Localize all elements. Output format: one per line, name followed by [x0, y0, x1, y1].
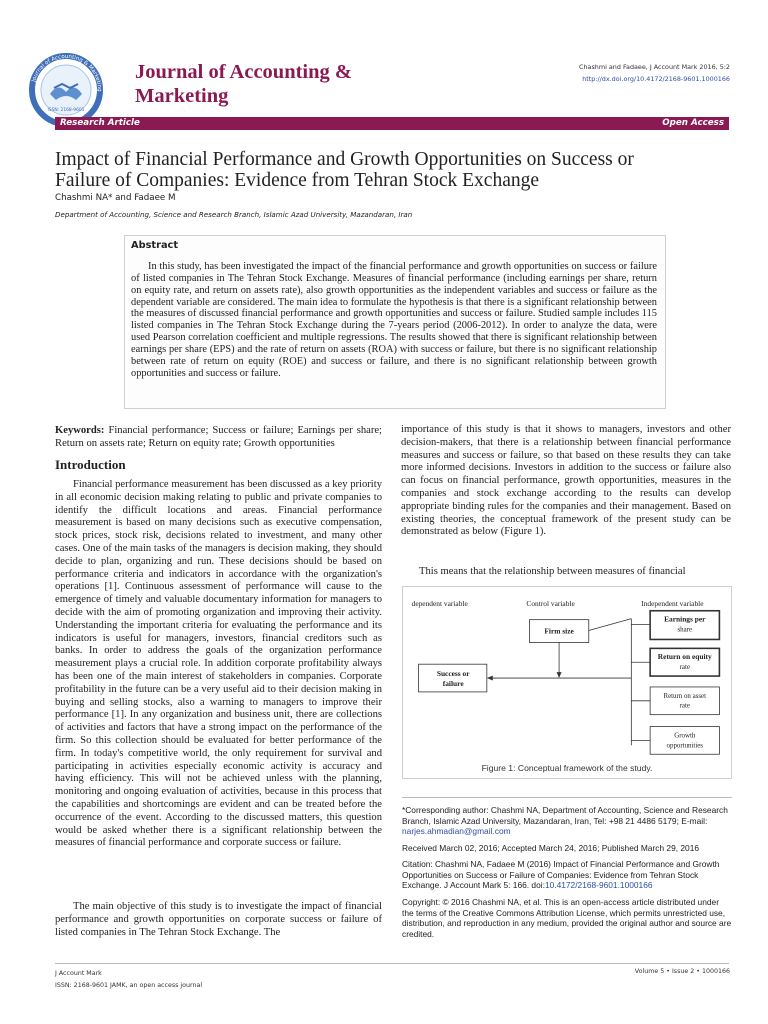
figure-1-caption: Figure 1: Conceptual framework of the study. [481, 763, 653, 773]
citation-note: Citation: Chashmi NA, Fadaee M (2016) Impact of Financial Performance and Growth Opportunities on Success or Failure of Companies: Evidence from Tehran Stock Exchange. J Account Mark 5: 166. doi:10.4172/2168-9601.1000166 [402, 859, 720, 891]
svg-text:Journal of Accounting & Market: Journal of Accounting & Marketing [31, 53, 103, 92]
svg-text:Earnings per: Earnings per [664, 614, 706, 624]
intro-paragraph-4: This means that the relationship between measures of financial [419, 566, 686, 577]
corresponding-author: *Corresponding author: Chashmi NA, Department of Accounting, Science and Research Branch, Islamic Azad University, Mazandaran, Iran, Tel: +98 21 4486 5179; E-mail: narjes.ahmadian@gmail.com [402, 805, 728, 837]
label-independent-variable: Independent variable [641, 598, 704, 608]
header-citation: Chashmi and Fadaee, J Account Mark 2016, 5:2 http://dx.doi.org/10.4172/2168-9601.1000166 [579, 63, 730, 83]
article-type-label: Research Article [60, 118, 140, 128]
svg-text:rate: rate [679, 702, 690, 710]
citation-doi-link[interactable]: 10.4172/2168-9601.1000166 [544, 880, 653, 891]
paper-title: Impact of Financial Performance and Growth Opportunities on Success or Failure of Companies: Evidence from Tehran Stock Exchange [55, 149, 634, 191]
box-return-on-asset [650, 687, 719, 715]
journal-title: Journal of Accounting & Marketing [135, 61, 352, 107]
open-access-label: Open Access [662, 118, 724, 128]
author-email-link[interactable]: narjes.ahmadian@gmail.com [402, 826, 511, 837]
svg-text:share: share [677, 626, 693, 634]
article-dates: Received March 02, 2016; Accepted March 24, 2016; Published March 29, 2016 [402, 843, 700, 853]
box-growth-opportunities [650, 727, 719, 755]
svg-text:Growth: Growth [674, 732, 696, 740]
svg-text:ISSN: 2168-9601: ISSN: 2168-9601 [47, 108, 85, 113]
svg-text:failure: failure [442, 678, 464, 688]
intro-paragraph-1: Financial performance measurement has been discussed as a key priority in all economic decision making relating to public and private companies to identify the difficult locations and areas. Financial performance measurement is based on many decisions such as executive compensation, stock prices, stock risk, decisions related to investment, and many other cases. One of the main tasks of the managers is decision making, they should decide to plan, organizing and run. These decisions should be based on performance criteria and indicators in accordance with the organization's operations [1]. Continuous assessment of performance will cause to the emergence of timely and valuable documentary information for managers to decide with the aim of promoting organization and improving their activity. Understanding the important criteria for evaluating the performance and its indicators is useful for managers, investors, financial creditors such as banks. In order to address the goals of the organization performance measurement plays a crucial role. In addition corporate profitability always has been one of the main interest of stakeholders in companies. Corporate profitability in the future can be a very useful aid to their decision making in buying and selling stocks, also a warning to managers to improve their performance [1]. In any organization and business unit, there are collections of activities and factors that have a strong impact on the performance of the firm. So this collection should be evaluated for better performance of the firm. In today's competitive world, the only requirement for survival and participating in activities especially economic activity is accuracy and having efficiency. This will not be achieved unless with the planning, monitoring and ongoing evaluation of activities, because in this process that the capabilities and shortcomings are evident and can be treated before the occurrence of the event. According to the discussed matters, this question would be asked whether there is a significant relationship between the measures of financial performance and corporate success or failure. [55, 479, 382, 849]
abstract-text: In this study, has been investigated the impact of the financial performance and growth opportunities on success or failure of listed companies in The Tehran Stock Exchange. Measures of financial performance (including earnings per share, return on equity rate, and return on assets rate), also growth opportunities as the independent variables and success or failure as the dependent variable are considered. The main idea to formulate the hypothesis is that there is a significant relationship between the measures of discussed financial performance and growth opportunities and success or failure. Studied sample includes 115 listed companies in The Tehran Stock Exchange during the 7-years period (2006-2012). In order to analyze the data, were used Pearson correlation coefficient and multiple regressions. The results showed that there is significant relationship between earnings per share (EPS) and the rate of return on assets (ROA) with success or failure, but there is no significant relationship between rate of return on equity (ROE) and success or failure, and there is no significant relationship between growth opportunities and success or failure. [131, 261, 657, 379]
keywords: Keywords: Financial performance; Success or failure; Earnings per share; Return on assets rate; Return on equity rate; Growth opportunities [55, 425, 382, 449]
svg-text:Return on asset: Return on asset [663, 692, 707, 700]
intro-paragraph-2: The main objective of this study is to investigate the impact of financial performance and growth opportunities on corporate success or failure of listed companies in The Tehran Stock Exchange. The [55, 901, 382, 938]
footer-volume: Volume 5 • Issue 2 • 1000166 [634, 968, 730, 975]
article-type-bar [55, 117, 729, 130]
figure-1-diagram [402, 586, 732, 779]
footer-divider [55, 963, 729, 964]
label-dependent-variable: dependent variable [411, 598, 468, 608]
svg-text:Success or: Success or [436, 669, 470, 679]
svg-text:Return on equity: Return on equity [657, 652, 712, 662]
footnote-divider [402, 797, 732, 798]
svg-text:opportunities: opportunities [666, 742, 703, 750]
label-control-variable: Control variable [526, 598, 575, 608]
introduction-heading: Introduction [55, 457, 126, 472]
svg-text:rate: rate [679, 664, 690, 672]
affiliation: Department of Accounting, Science and Research Branch, Islamic Azad University, Mazandaran, Iran [55, 210, 413, 219]
footer-journal: J Account Mark ISSN: 2168-9601 JAMK, an open access journal [55, 970, 203, 989]
authors: Chashmi NA* and Fadaee M [55, 193, 176, 203]
header-doi-link[interactable]: http://dx.doi.org/10.4172/2168-9601.1000166 [582, 75, 730, 83]
abstract-heading: Abstract [131, 240, 179, 251]
svg-text:Firm size: Firm size [544, 626, 574, 636]
intro-paragraph-3: importance of this study is that it shows to managers, investors and other decision-makers, that there is a relationship between financial performance measures and success or failure, so that based on these results they can take more informed decisions. Investors in addition to the success or failure also can focus on financial performance, growth opportunities, measures in the companies and stock exchange according to the results can develop appropriate binding rules for the companies and their management. Based on existing theories, the conceptual framework of the present study can be demonstrated as below (Figure 1). [401, 424, 731, 538]
copyright-note: Copyright: © 2016 Chashmi NA, et al. This is an open-access article distributed under the terms of the Creative Commons Attribution License, which permits unrestricted use, distribution, and reproduction in any medium, provided the original author and source are credited. [402, 897, 732, 940]
